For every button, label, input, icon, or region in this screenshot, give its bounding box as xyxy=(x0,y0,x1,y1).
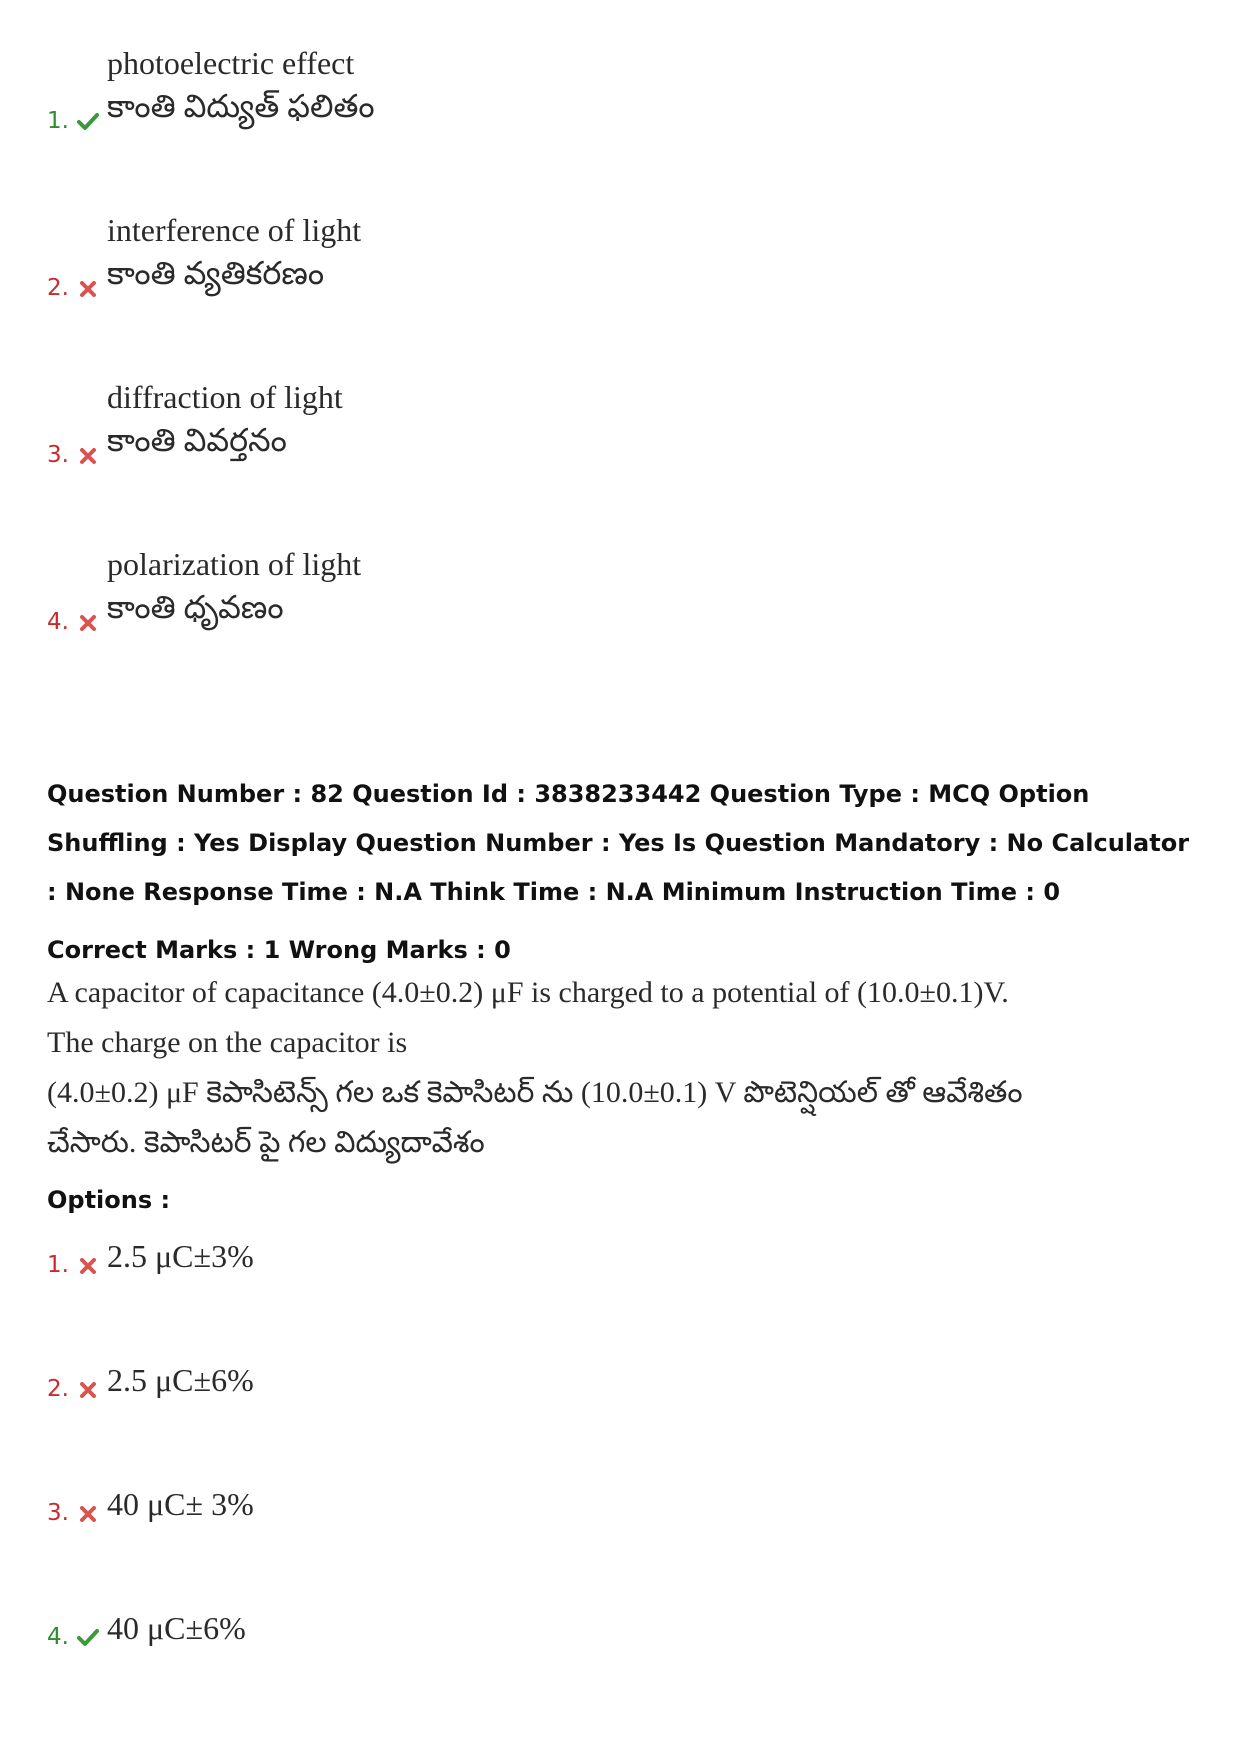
prev-option-2-te: కాంతి వ్యతికరణం xyxy=(107,255,325,291)
prev-option-2-en: interference of light xyxy=(107,212,362,248)
prev-option-4-en: polarization of light xyxy=(107,546,362,582)
option-1-number: 1. xyxy=(47,1252,69,1278)
prev-option-1-te: కాంతి విద్యుత్ ఫలితం xyxy=(107,88,375,124)
prev-option-2-number: 2. xyxy=(47,275,69,301)
question-text-te-1: (4.0±0.2) μF కెపాసిటెన్స్ గల ఒక కెపాసిటర్ ను (10.0±0.1) V పొటెన్షియల్ తో ఆవేశితం xyxy=(47,1076,1023,1109)
question-text xyxy=(47,968,1197,1168)
question-text-en-1: A capacitor of capacitance (4.0±0.2) μF is charged to a potential of (10.0±0.1)V. xyxy=(47,976,1009,1009)
cross-icon xyxy=(77,445,99,467)
question-text-en-2: The charge on the capacitor is xyxy=(47,1026,408,1059)
cross-icon xyxy=(77,1255,99,1277)
prev-option-3-number: 3. xyxy=(47,442,69,468)
prev-option-3-text xyxy=(107,379,343,467)
option-3-number: 3. xyxy=(47,1500,69,1526)
prev-option-1-text xyxy=(107,45,375,133)
question-meta: Question Number : 82 Question Id : 3838233442 Question Type : MCQ Option Shuffling : Yes Display Question Number : Yes Is Question Mandatory : No Calculator : None Response Time : N.A Think Time : N.A Minimum Instruction Time : 0 xyxy=(47,780,1190,906)
option-4-text: 40 μC±6% xyxy=(107,1610,246,1646)
prev-option-3-en: diffraction of light xyxy=(107,379,343,415)
question-marks: Correct Marks : 1 Wrong Marks : 0 xyxy=(47,936,511,964)
prev-option-3-te: కాంతి వివర్తనం xyxy=(107,422,287,458)
options-label: Options : xyxy=(47,1186,171,1214)
cross-icon xyxy=(77,1379,99,1401)
option-3-text: 40 μC± 3% xyxy=(107,1486,254,1522)
prev-option-4-number: 4. xyxy=(47,609,69,635)
option-2-text: 2.5 μC±6% xyxy=(107,1362,254,1398)
prev-option-2-text xyxy=(107,212,361,300)
question-text-te-2: చేసారు. కెపాసిటర్ పై గల విద్యుదావేశం xyxy=(47,1126,485,1159)
prev-option-4-text xyxy=(107,546,361,634)
check-icon xyxy=(77,1626,99,1648)
check-icon xyxy=(77,110,99,132)
prev-option-4-te: కాంతి ధృవణం xyxy=(107,589,284,625)
prev-option-1-en: photoelectric effect xyxy=(107,45,355,81)
cross-icon xyxy=(77,278,99,300)
cross-icon xyxy=(77,1503,99,1525)
cross-icon xyxy=(77,612,99,634)
prev-option-1-number: 1. xyxy=(47,108,69,134)
option-4-number: 4. xyxy=(47,1624,69,1650)
option-2-number: 2. xyxy=(47,1376,69,1402)
option-1-text: 2.5 μC±3% xyxy=(107,1238,254,1274)
